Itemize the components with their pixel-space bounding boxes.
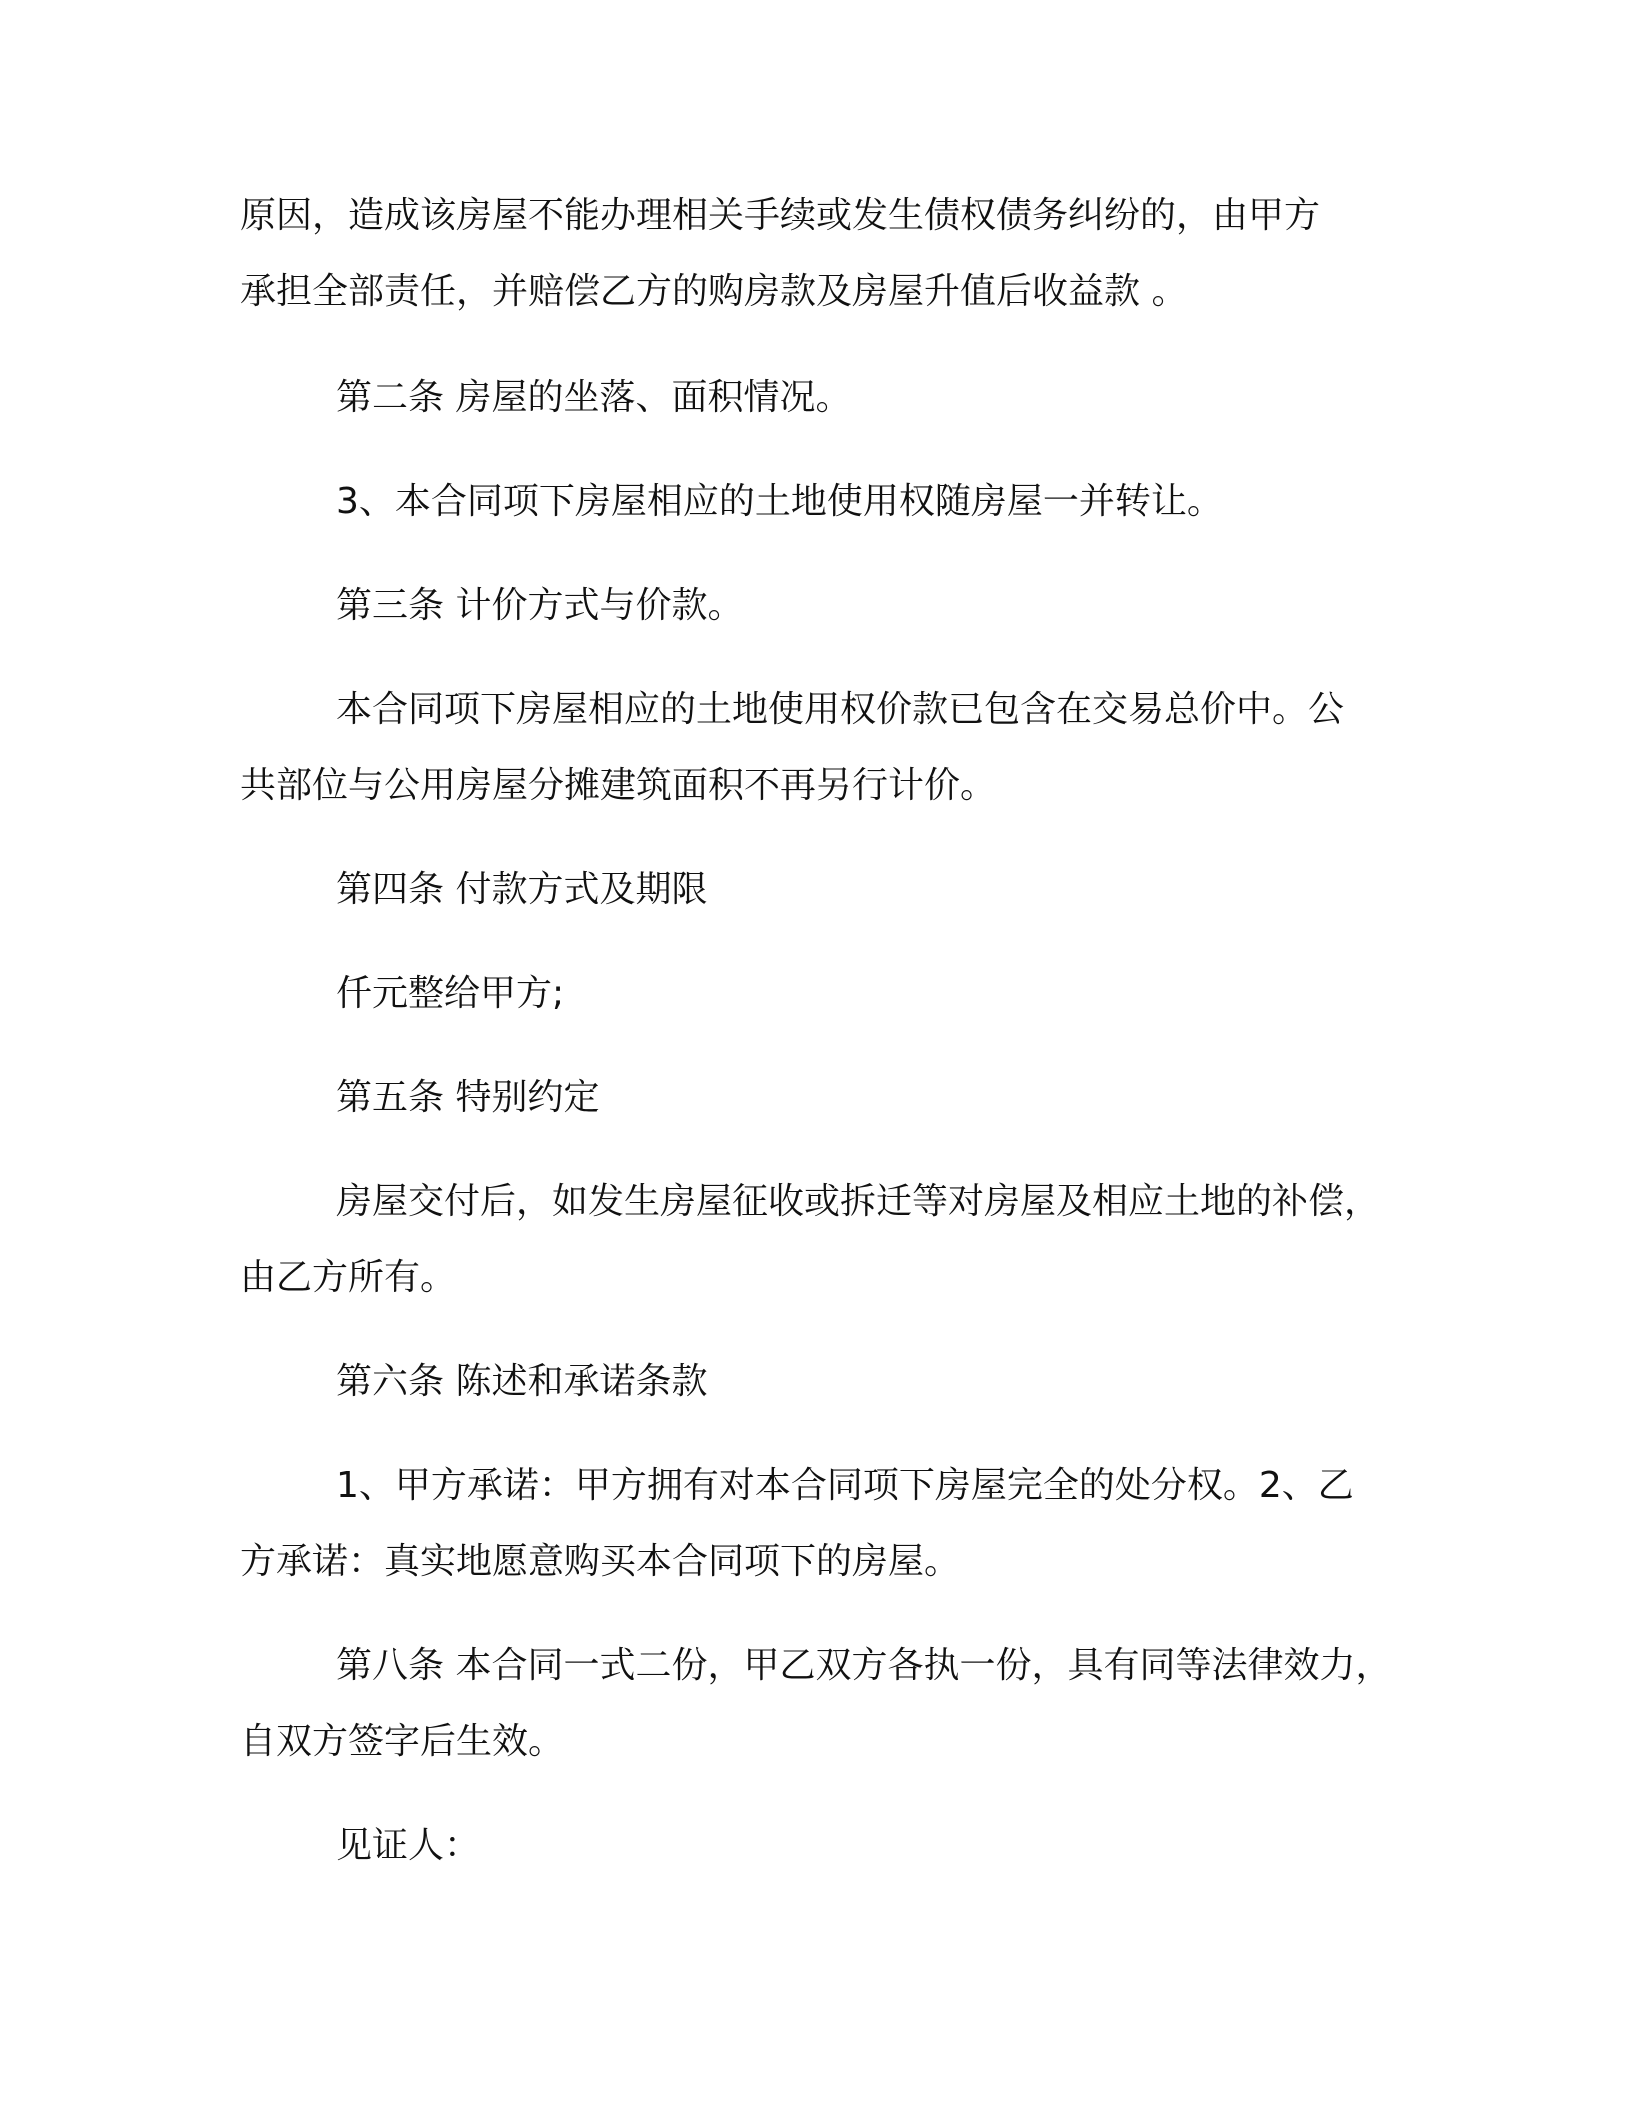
paragraph-line: 原因，造成该房屋不能办理相关手续或发生债权债务纠纷的，由甲方 (240, 195, 1321, 236)
article-4-heading (240, 852, 1420, 928)
paragraph-line: 共部位与公用房屋分摊建筑面积不再另行计价。 (240, 765, 997, 806)
payment-fragment (240, 956, 1420, 1032)
article-3-heading (240, 568, 1420, 644)
paragraph-continuation (240, 178, 1420, 330)
paragraph-line: 房屋交付后，如发生房屋征收或拆迁等对房屋及相应土地的补偿， (336, 1181, 1381, 1222)
article-8-paragraph (240, 1628, 1420, 1780)
paragraph-line: 方承诺：真实地愿意购买本合同项下的房屋。 (240, 1541, 961, 1582)
paragraph-line: 由乙方所有。 (240, 1257, 457, 1298)
paragraph-line: 1、甲方承诺：甲方拥有对本合同项下房屋完全的处分权。2、乙 (336, 1465, 1354, 1506)
article-6-heading (240, 1344, 1420, 1420)
paragraph-line: 第四条 付款方式及期限 (336, 869, 708, 910)
paragraph-line: 第六条 陈述和承诺条款 (336, 1361, 708, 1402)
pricing-paragraph (240, 672, 1420, 824)
article-2-heading (240, 360, 1420, 436)
paragraph-line: 自双方签字后生效。 (240, 1721, 565, 1762)
paragraph-line: 第八条 本合同一式二份，甲乙双方各执一份，具有同等法律效力， (336, 1645, 1392, 1686)
paragraph-line: 见证人： (336, 1825, 481, 1866)
commitments-paragraph (240, 1448, 1420, 1600)
witness-label (240, 1808, 1420, 1884)
clause-3-land-use (240, 464, 1420, 540)
article-5-heading (240, 1060, 1420, 1136)
paragraph-line: 承担全部责任，并赔偿乙方的购房款及房屋升值后收益款 。 (240, 271, 1188, 312)
paragraph-line: 第三条 计价方式与价款。 (336, 585, 744, 626)
paragraph-line: 本合同项下房屋相应的土地使用权价款已包含在交易总价中。公 (336, 689, 1345, 730)
paragraph-line: 3、本合同项下房屋相应的土地使用权随房屋一并转让。 (336, 481, 1223, 522)
paragraph-line: 第二条 房屋的坐落、面积情况。 (336, 377, 852, 418)
paragraph-line: 仟元整给甲方; (336, 973, 565, 1014)
special-agreement-paragraph (240, 1164, 1420, 1316)
paragraph-line: 第五条 特别约定 (336, 1077, 600, 1118)
